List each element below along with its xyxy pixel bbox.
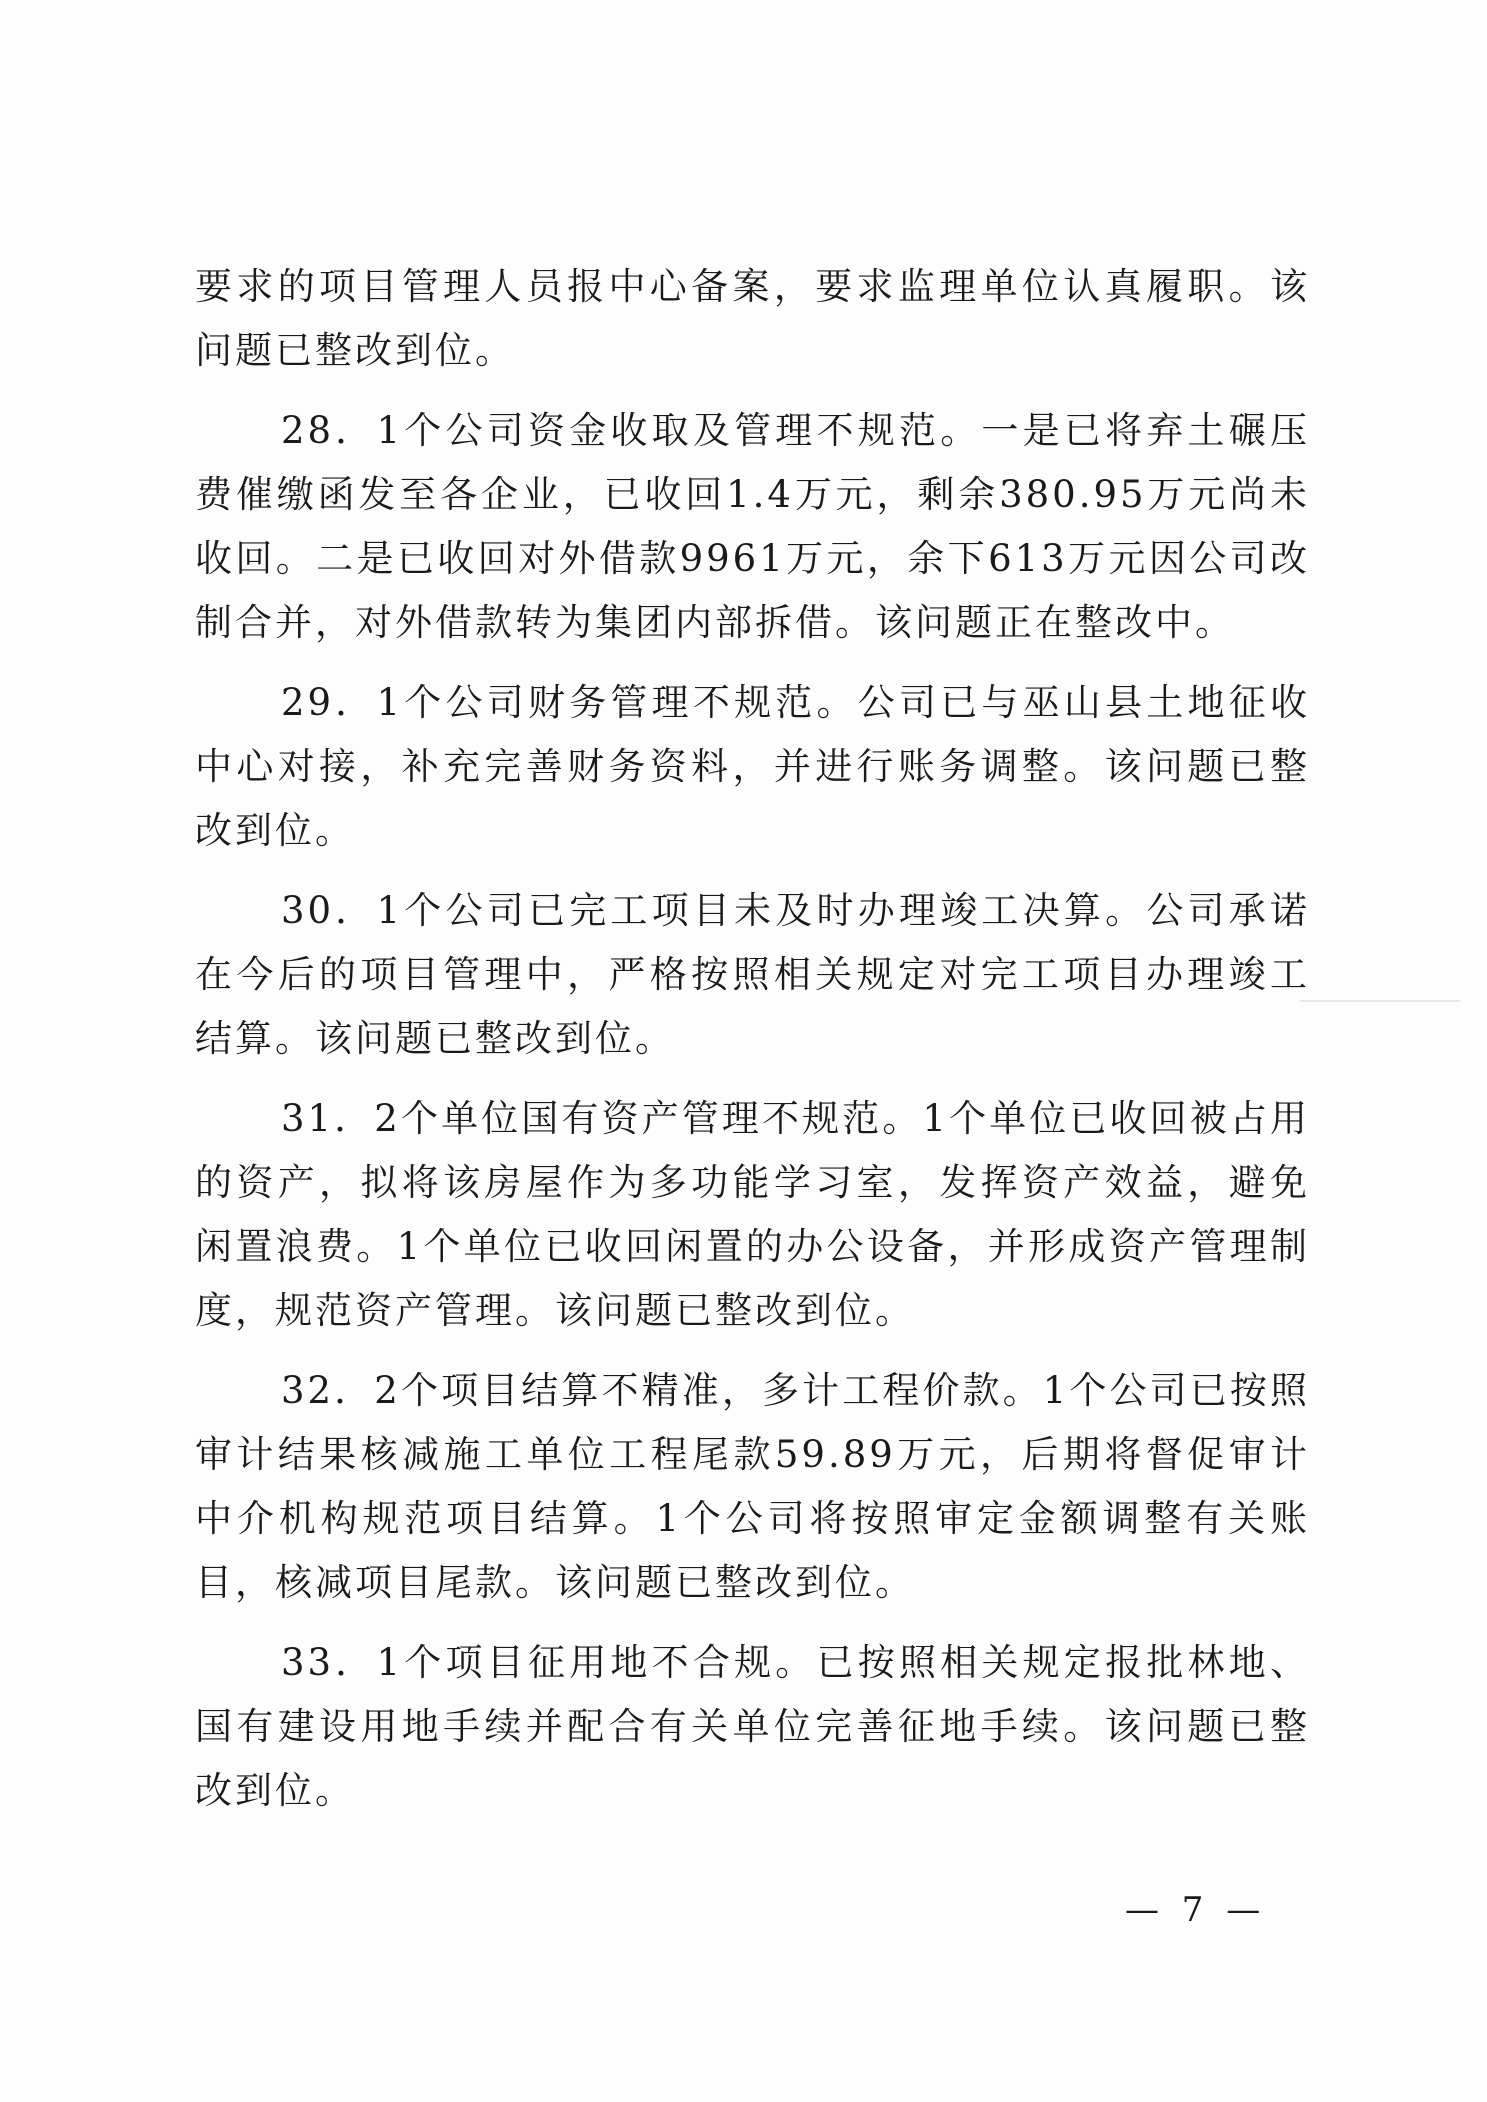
document-body: [195, 255, 1310, 1823]
paragraph-33: 33．1个项目征用地不合规。已按照相关规定报批林地、国有建设用地手续并配合有关单位完善征地手续。该问题已整改到位。: [195, 1641, 1310, 1812]
paragraph-continuation: 要求的项目管理人员报中心备案，要求监理单位认真履职。该问题已整改到位。: [195, 265, 1310, 372]
paragraph-28: 28．1个公司资金收取及管理不规范。一是已将弃土碾压费催缴函发至各企业，已收回1.4万元，剩余380.95万元尚未收回。二是已收回对外借款9961万元，余下613万元因公司改制合并，对外借款转为集团内部拆借。该问题正在整改中。: [195, 409, 1310, 644]
page-number: — 7 —: [1125, 1890, 1267, 1930]
paragraph-32: 32．2个项目结算不精准，多计工程价款。1个公司已按照审计结果核减施工单位工程尾款59.89万元，后期将督促审计中介机构规范项目结算。1个公司将按照审定金额调整有关账目，核减项目尾款。该问题已整改到位。: [195, 1369, 1310, 1604]
scan-artifact: [1300, 1000, 1460, 1002]
paragraph-29: 29．1个公司财务管理不规范。公司已与巫山县土地征收中心对接，补充完善财务资料，并进行账务调整。该问题已整改到位。: [195, 681, 1310, 852]
paragraph-30: 30．1个公司已完工项目未及时办理竣工决算。公司承诺在今后的项目管理中，严格按照相关规定对完工项目办理竣工结算。该问题已整改到位。: [195, 889, 1310, 1060]
paragraph-31: 31．2个单位国有资产管理不规范。1个单位已收回被占用的资产，拟将该房屋作为多功能学习室，发挥资产效益，避免闲置浪费。1个单位已收回闲置的办公设备，并形成资产管理制度，规范资产管理。该问题已整改到位。: [195, 1097, 1310, 1332]
